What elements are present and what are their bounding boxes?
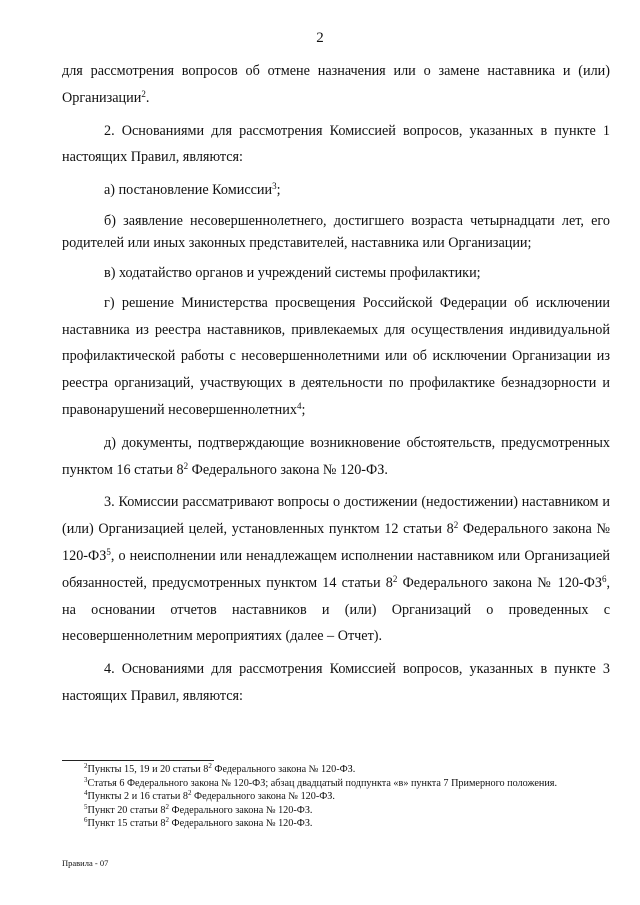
footnote-number: 2: [84, 762, 88, 770]
page-number: 2: [316, 30, 324, 46]
footnote-number: 3: [84, 775, 88, 784]
superscript: 2: [165, 802, 169, 811]
superscript: 2: [183, 460, 189, 471]
paragraph-3: [62, 489, 610, 650]
text: а) постановление Комиссии: [104, 182, 273, 199]
footnote-separator: [62, 760, 214, 761]
footnote-number: 5: [84, 802, 88, 811]
footnote-ref[interactable]: 5: [106, 546, 111, 557]
footnote-number: 6: [84, 816, 88, 824]
paragraph-2a: [62, 177, 610, 204]
footer-mark: Правила - 07: [62, 858, 109, 868]
superscript: 2: [165, 816, 169, 824]
footnotes: [62, 763, 610, 831]
paragraph-2: 2. Основаниями для рассмотрения Комиссией вопросов, указанных в пункте 1 настоящих Правил, являются:: [62, 122, 610, 166]
text: Федерального закона № 120-ФЗ.: [188, 461, 388, 478]
footnote-5: [62, 804, 610, 818]
paragraph-2d: [62, 430, 610, 484]
paragraph-2g: [62, 290, 610, 424]
superscript: 2: [453, 520, 459, 531]
text: Пункт 15 статьи 8: [87, 818, 166, 829]
text: д) документы, подтверждающие возникновение обстоятельств, предусмотренных пунктом 16 статьи 8: [62, 434, 610, 478]
footnote-3: [62, 777, 610, 791]
text: .: [145, 89, 150, 106]
superscript: 2: [187, 789, 192, 797]
text: Пункты 2 и 16 статьи 8: [87, 791, 188, 802]
text: Федерального закона № 120-ФЗ.: [169, 804, 313, 816]
text: для рассмотрения вопросов об отмене назначения или о замене наставника и (или) Организации: [62, 63, 610, 106]
text: , на основании отчетов наставников и (или) Организаций о проведенных с несовершеннолетним мероприятиях (далее – Отчет).: [62, 574, 611, 645]
text: Пункт 20 статьи 8: [87, 804, 166, 816]
footnote-4: [62, 790, 610, 804]
paragraph-2v: в) ходатайство органов и учреждений системы профилактики;: [104, 264, 481, 281]
footnote-ref[interactable]: 2: [141, 88, 146, 99]
paragraph-4: 4. Основаниями для рассмотрения Комиссией вопросов, указанных в пункте 3 настоящих Правил, являются:: [62, 661, 610, 704]
footnote-ref[interactable]: 4: [296, 400, 302, 411]
footnote-ref[interactable]: 3: [272, 181, 277, 192]
footnote-2: [62, 763, 610, 777]
document-body: [62, 58, 610, 710]
text: Федерального закона № 120-ФЗ.: [191, 791, 335, 802]
text: 3. Комиссии рассматривают вопросы о достижении (недостижении) наставником и (или) Организацией целей, установленных пунктом 12 статьи 8: [62, 494, 610, 538]
superscript: 2: [208, 762, 212, 770]
footnote-number: 4: [84, 789, 88, 797]
text: ;: [276, 182, 281, 199]
text: Федерального закона № 120-ФЗ.: [169, 818, 313, 829]
paragraph-continuation: [62, 58, 610, 112]
footnote-ref[interactable]: 6: [601, 573, 607, 584]
text: Федерального закона № 120-ФЗ.: [211, 764, 356, 775]
footnote-6: [62, 817, 610, 831]
text: Пункты 15, 19 и 20 статьи 8: [87, 764, 209, 775]
text: , о неисполнении или ненадлежащем исполнении наставником или Организацией обязанностей, предусмотренных пунктом 14 статьи 8: [62, 547, 610, 591]
text: Статья 6 Федерального закона № 120-ФЗ; абзац двадцатый подпункта «в» пункта 7 Примерного положения.: [87, 777, 558, 789]
text: г) решение Министерства просвещения Российской Федерации об исключении наставника из реестра наставников, привлекаемых для осуществления индивидуальной профилактической работы с несовершеннолетними или об исключении Организации из реестра организаций, участвующих в деятельности по профилактике безнадзорности и правонарушений несовершеннолетних: [62, 294, 610, 418]
paragraph-2b: б) заявление несовершеннолетнего, достигшего возраста четырнадцати лет, его родителей или иных законных представителей, наставника или Организации;: [62, 212, 610, 251]
text: Федерального закона № 120-ФЗ: [397, 574, 602, 591]
text: ;: [301, 401, 306, 418]
text: Федерального закона № 120-ФЗ: [62, 521, 610, 564]
superscript: 2: [392, 573, 398, 584]
